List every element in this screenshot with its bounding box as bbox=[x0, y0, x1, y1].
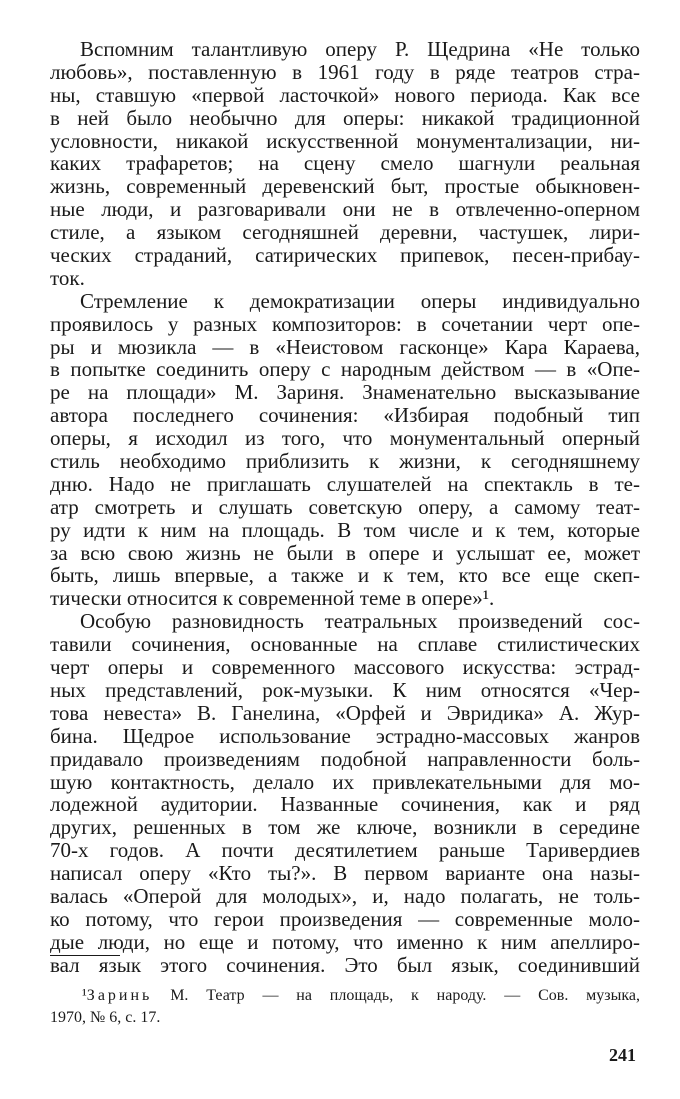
text-line: ток. bbox=[50, 265, 85, 290]
text-line: тавили сочинения, основанные на сплаве стилистических bbox=[50, 632, 640, 657]
text-line: стиль необходимо приблизить к жизни, к сегодняшнему bbox=[50, 449, 640, 474]
text-line: других, решенных в том же ключе, возникли в середине bbox=[50, 815, 640, 840]
text-line: бина. Щедрое использование эстрадно-массовых жанров bbox=[50, 723, 640, 748]
text-line: автора последнего сочинения: «Избирая подобный тип bbox=[50, 403, 640, 428]
footnote-line: 1970, № 6, с. 17. bbox=[50, 1009, 161, 1026]
text-line: ческих страданий, сатирических припевок, песен-прибау- bbox=[50, 243, 640, 268]
text-line: вал язык этого сочинения. Это был язык, соединивший bbox=[50, 952, 640, 977]
text-line: 70-х годов. А почти десятилетием раньше Таривердиев bbox=[50, 838, 640, 863]
text-line: жизнь, современный деревенский быт, простые обыкновен- bbox=[50, 174, 640, 199]
text-line: шую контактность, делало их привлекательными для мо- bbox=[50, 769, 640, 794]
text-line: Особую разновидность театральных произведений сос- bbox=[80, 609, 640, 634]
text-line: ных представлений, рок-музыки. К ним относятся «Чер- bbox=[50, 677, 640, 702]
text-line: валась «Оперой для молодых», и, надо полагать, не толь- bbox=[50, 883, 640, 908]
text-line: каких трафаретов; на сцену смело шагнули реальная bbox=[50, 151, 640, 176]
text-line: придавало произведениям подобной направленности боль- bbox=[50, 746, 640, 771]
text-line: ру идти к ним на площадь. В том числе и к тем, которые bbox=[50, 517, 640, 542]
footnote-divider bbox=[50, 955, 120, 956]
text-line: лодежной аудитории. Названные сочинения, как и ряд bbox=[50, 792, 640, 817]
text-line: в попытке соединить оперу с народным действом — в «Опе- bbox=[50, 357, 640, 382]
text-line: в ней было необычно для оперы: никакой традиционной bbox=[50, 105, 640, 130]
page-number: 241 bbox=[609, 1045, 636, 1065]
text-line: черт оперы и современного массового искусства: эстрад- bbox=[50, 655, 640, 680]
text-line: любовь», поставленную в 1961 году в ряде театров стра- bbox=[50, 59, 640, 84]
text-line: ре на площади» М. Зариня. Знаменательно высказывание bbox=[50, 380, 640, 405]
text-line: ны, ставшую «первой ласточкой» нового периода. Как все bbox=[50, 82, 640, 107]
text-line: Стремление к демократизации оперы индивидуально bbox=[80, 288, 640, 313]
footnote-citation: М. Театр — на площадь, к народу. — Сов. музыка, bbox=[152, 987, 640, 1004]
text-line: ные люди, и разговаривали они не в отвлеченно-оперном bbox=[50, 197, 640, 222]
text-line: дню. Надо не приглашать слушателей на спектакль в те- bbox=[50, 471, 640, 496]
text-line: написал оперу «Кто ты?». В первом варианте она назы- bbox=[50, 861, 640, 886]
text-line: оперы, я исходил из того, что монументальный оперный bbox=[50, 426, 640, 451]
text-line: проявилось у разных композиторов: в сочетании черт опе- bbox=[50, 311, 640, 336]
text-line: условности, никакой искусственной монументализации, ни- bbox=[50, 128, 640, 153]
footnote-line bbox=[50, 985, 640, 1007]
body-text bbox=[50, 38, 640, 977]
footnote-author: Заринь bbox=[86, 987, 153, 1004]
footnote bbox=[50, 985, 640, 1029]
text-line: стиле, а языком сегодняшней деревни, частушек, лири- bbox=[50, 220, 640, 245]
text-line: ры и мюзикла — в «Неистовом гасконце» Кара Караева, bbox=[50, 334, 640, 359]
text-line: това невеста» В. Ганелина, «Орфей и Эвридика» А. Жур- bbox=[50, 700, 640, 725]
text-line: тически относится к современной теме в опере»¹. bbox=[50, 586, 495, 611]
text-line: быть, лишь впервые, а также и к тем, кто все еще скеп- bbox=[50, 563, 640, 588]
footnote-marker: ¹ bbox=[82, 987, 87, 1004]
text-line: за всю свою жизнь не были в опере и услышат ее, может bbox=[50, 540, 640, 565]
text-line: Вспомним талантливую оперу Р. Щедрина «Не только bbox=[80, 37, 640, 61]
text-line: атр смотреть и слушать советскую оперу, а самому теат- bbox=[50, 494, 640, 519]
text-line: ко потому, что герои произведения — современные моло- bbox=[50, 906, 640, 931]
text-line: дые люди, но еще и потому, что именно к ним апеллиро- bbox=[50, 929, 640, 954]
